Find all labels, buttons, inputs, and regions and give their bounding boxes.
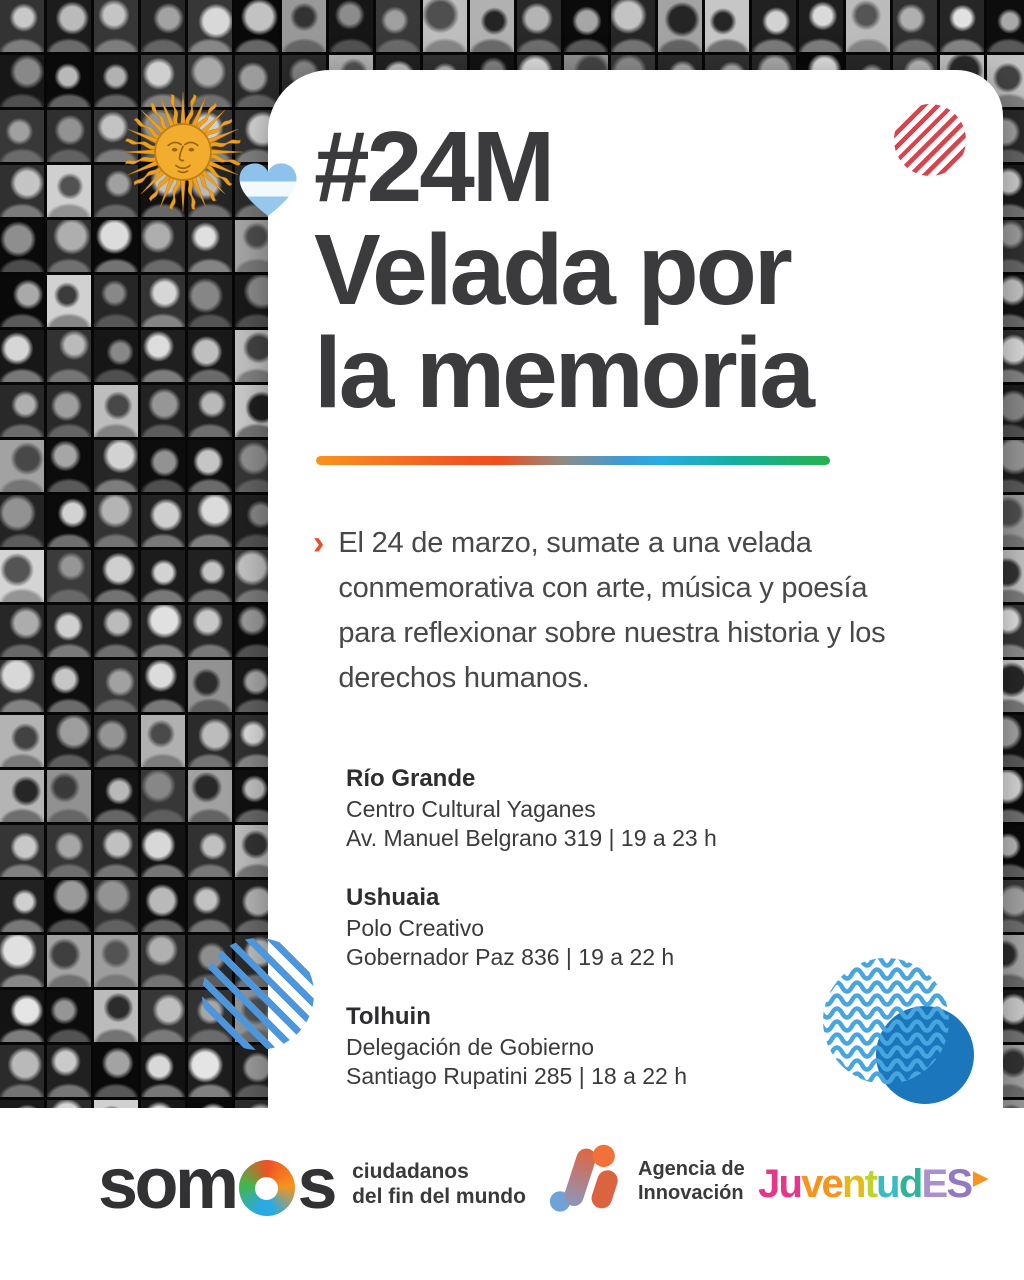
argentina-heart-icon — [237, 161, 299, 219]
venue-detail: Santiago Rupatini 285 | 18 a 22 h — [346, 1063, 688, 1089]
somos-logo — [98, 1144, 526, 1224]
venue-place: Centro Cultural Yaganes — [346, 796, 596, 822]
page-title — [314, 111, 813, 429]
juventudes-logo-text: JuventudES — [758, 1162, 972, 1206]
venue-city: Río Grande — [346, 765, 476, 792]
striped-circle-blue-icon — [202, 938, 314, 1050]
event-description — [313, 521, 923, 701]
striped-circle-red-icon — [894, 104, 966, 176]
event-description-text: El 24 de marzo, sumate a una velada conmemorativa con arte, música y poesía para reflexionar sobre nuestra historia y los derechos humanos. — [338, 527, 886, 694]
juventudes-arrow-icon: ▶ — [973, 1167, 987, 1189]
gradient-divider — [316, 456, 830, 465]
venue-ushuaia — [346, 883, 717, 972]
title-line-1: #24M — [314, 111, 553, 223]
venue-detail: Gobernador Paz 836 | 19 a 22 h — [346, 944, 675, 970]
title-line-3: la memoria — [314, 317, 813, 429]
juventudes-logo — [758, 1164, 986, 1204]
agencia-name-line1: Agencia de — [638, 1158, 745, 1180]
venue-place: Polo Creativo — [346, 915, 485, 941]
somos-word-start: som — [98, 1144, 236, 1224]
agencia-name-line2: Innovación — [638, 1182, 744, 1204]
somos-tagline — [352, 1159, 526, 1209]
somos-tagline-line2: del fin del mundo — [352, 1185, 526, 1208]
agencia-innovacion-logo — [548, 1142, 745, 1220]
venue-detail: Av. Manuel Belgrano 319 | 19 a 23 h — [346, 825, 717, 851]
venue-rio-grande — [346, 764, 717, 853]
title-line-2: Velada por — [314, 214, 790, 326]
agencia-innovacion-mark-icon — [548, 1142, 626, 1220]
somos-tagline-line1: ciudadanos — [352, 1160, 469, 1183]
venue-city: Tolhuin — [346, 1003, 431, 1030]
somos-logo-word — [98, 1144, 335, 1224]
venue-city: Ushuaia — [346, 884, 440, 911]
venue-place: Delegación de Gobierno — [346, 1034, 595, 1060]
somos-word-end: s — [297, 1144, 335, 1224]
venue-list — [346, 764, 717, 1121]
footer-logo-bar — [0, 1108, 1024, 1280]
chevron-bullet-icon: › — [313, 524, 325, 562]
wavy-circles-icon — [820, 955, 1024, 1115]
agencia-innovacion-name — [638, 1157, 745, 1205]
venue-tolhuin — [346, 1002, 717, 1091]
somos-swirl-o-icon — [239, 1160, 295, 1216]
